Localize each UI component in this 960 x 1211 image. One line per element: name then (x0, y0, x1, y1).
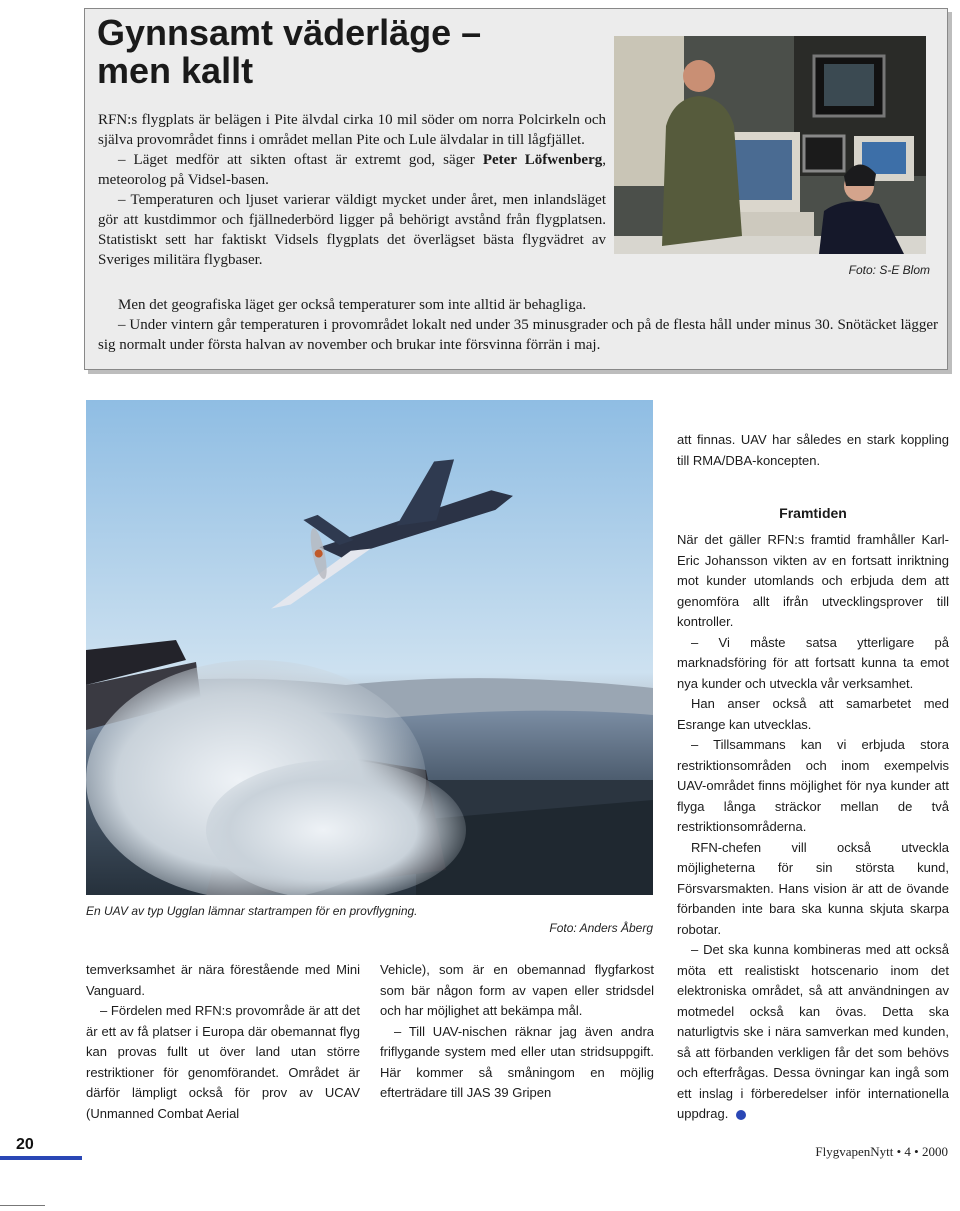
column-1 (86, 960, 360, 1124)
headline-line-2: men kallt (97, 50, 254, 91)
headline (97, 14, 597, 90)
column-1-paragraph-2: – Fördelen med RFN:s provområde är att det är ett av få platser i Europa där obemannat flyg kan provas fullt ut över land utan större restriktioner för genomförandet. Området är därför lämpligt också för prov av UCAV (Unmanned Combat Aerial (86, 1003, 360, 1121)
intro-paragraph-2-tail: , meteorolog på Vidsel-basen. (98, 152, 606, 188)
column-3-top (677, 430, 949, 471)
uav-launch-illustration (86, 400, 653, 895)
column-2-paragraph-1: Vehicle), som är en obemannad flygfarkost som bär någon form av vapen eller stridsdel och har möjlighet att bekämpa mål. (380, 962, 654, 1018)
footer-line (0, 1205, 45, 1206)
article-end-icon (736, 1110, 746, 1120)
quoted-person-name: Peter Löfwenberg (482, 152, 603, 168)
weather-office-illustration (614, 36, 926, 254)
intro-paragraph-5: – Under vintern går temperaturen i provområdet lokalt ned under 35 minusgrader och på de flesta håll under minus 30. Snötäcket lägger sig normalt under första halvan av november och brukar inte försvinna förrän i maj. (98, 317, 938, 353)
section-subhead: Framtiden (779, 505, 847, 521)
publication-info: FlygvapenNytt • 4 • 2000 (815, 1144, 948, 1159)
column-3-paragraph-1: När det gäller RFN:s framtid framhåller Karl-Eric Johansson vikten av en fortsatt inriktning mot kunder utomlands och erbjuda dem att genomföra allt ifrån utvecklingsprover till kontroller. (677, 532, 949, 629)
column-1-paragraph-1: temverksamhet är nära förestående med Mini Vanguard. (86, 962, 360, 998)
headline-line-1: Gynnsamt väderläge – (97, 12, 482, 53)
page-number-rule (0, 1156, 82, 1160)
uav-launch-photo (86, 400, 653, 895)
intro-paragraph-4: Men det geografiska läget ger också temperaturer som inte alltid är behagliga. (118, 297, 587, 313)
column-3 (677, 530, 949, 1125)
uav-photo-caption: En UAV av typ Ugglan lämnar startrampen för en provflygning. (86, 904, 418, 918)
column-3-paragraph-3: Han anser också att samarbetet med Esrange kan utvecklas. (677, 696, 949, 732)
intro-paragraph-1: RFN:s flygplats är belägen i Pite älvdal cirka 10 mil söder om norra Polcirkeln och själva provområdet finns i området mellan Pite och Lule älvdalar in till lågfjället. (98, 112, 606, 148)
intro-paragraph-3: – Temperaturen och ljuset varierar väldigt mycket under året, men inlandsläget gör att kustdimmor och fjällnederbörd ligger på behörigt avstånd från flygplatsen. Statistiskt sett har faktiskt Vidsels flygplats det överlägset bästa flygvädret av Sveriges militära flygbaser. (98, 192, 606, 268)
column-3-paragraph-6 (677, 940, 949, 1125)
intro-photo-credit: Foto: S-E Blom (848, 263, 930, 277)
page-number: 20 (16, 1136, 34, 1153)
column-3-paragraph-6-text: – Det ska kunna kombineras med att också möta ett realistiskt hotscenario inom det elektroniska området, så att användningen av motmedel också kan övas. Detta ska naturligtvis ske i nära samverkan med kunden, så att förbanden verkligen får det som behövs och efterfrågas. Dessa övningar kan ingå som ett inslag i förberedelser inför internationella uppdrag. (677, 942, 949, 1121)
column-3-paragraph-5: RFN-chefen vill också utveckla möjligheterna för sin största kund, Försvarsmakten. Hans vision är att de övande förbanden inte bara ska kunna skjuta skarpa robotar. (677, 839, 949, 937)
column-3-paragraph-4: – Tillsammans kan vi erbjuda stora restriktionsområden och inom exempelvis UAV-området finns möjlighet för nya kunder att flyga långa sträckor mellan de två restriktionsområderna. (677, 737, 949, 834)
intro-column (98, 110, 606, 270)
intro-paragraph-2-lead: – Läget medför att sikten oftast är extremt god, säger (118, 152, 483, 168)
column-2-paragraph-2: – Till UAV-nischen räknar jag även andra friflygande system med eller utan stridsuppgift. Här kommer så småningom en möjlig efterträdare till JAS 39 Gripen (380, 1023, 654, 1100)
column-2 (380, 960, 654, 1104)
weather-office-photo (614, 36, 926, 254)
column-3-continuation: att finnas. UAV har således en stark koppling till RMA/DBA-koncepten. (677, 432, 949, 468)
uav-photo-credit: Foto: Anders Åberg (549, 921, 653, 935)
intro-full-width (98, 295, 938, 355)
column-3-paragraph-2: – Vi måste satsa ytterligare på marknadsföring för att fortsatt kunna ta emot nya kunder och utveckla vår verksamhet. (677, 634, 949, 691)
intro-paragraph-2 (98, 150, 606, 190)
